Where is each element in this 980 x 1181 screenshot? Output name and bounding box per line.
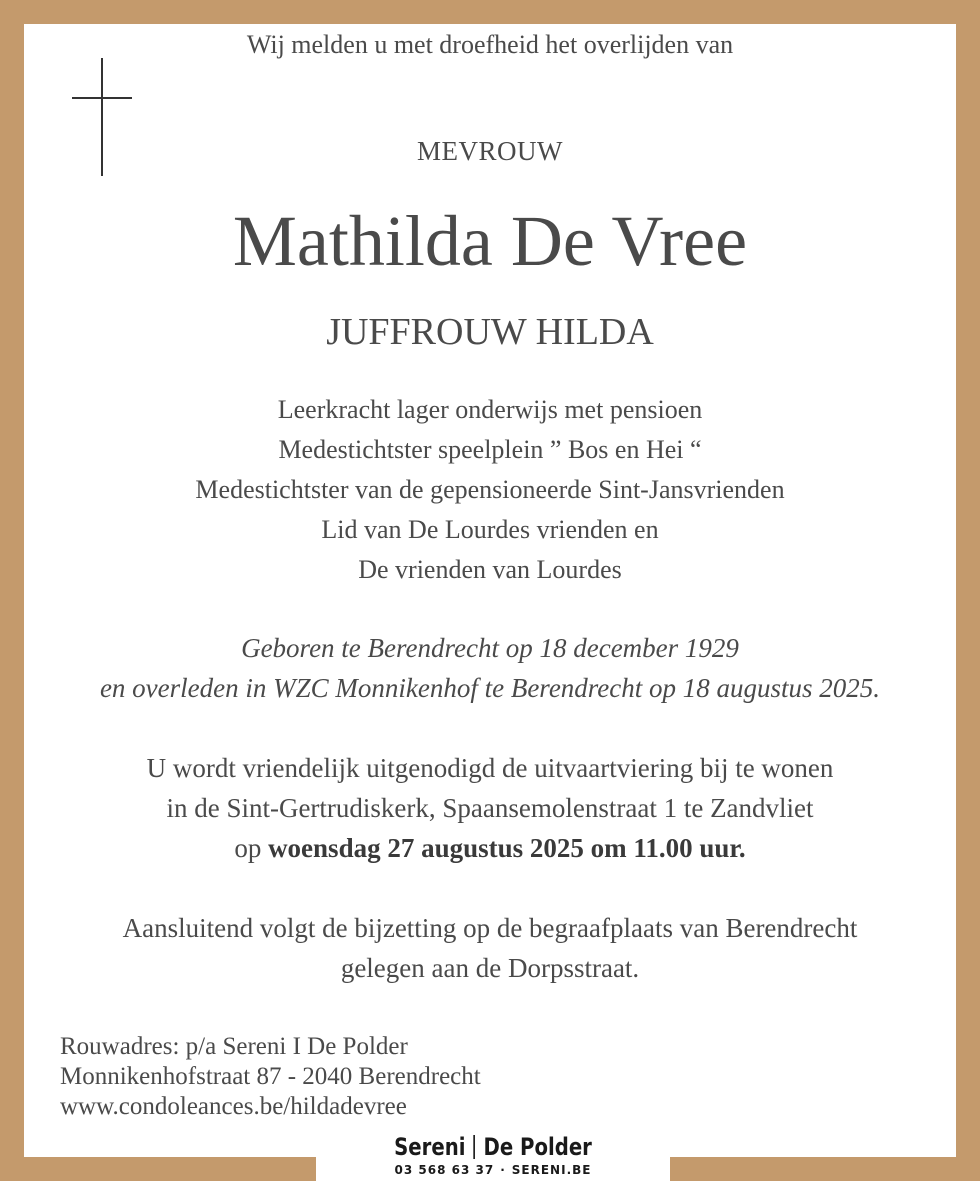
death-line: en overleden in WZC Monnikenhof te Berendrecht op 18 augustus 2025. (99, 673, 881, 703)
brand-divider (474, 1135, 476, 1159)
mourning-address (60, 1032, 660, 1122)
service-date-prefix: op (234, 833, 262, 863)
honorific: MEVROUW (417, 136, 563, 166)
brand-name-left: Sereni (394, 1133, 466, 1161)
service-line-1: U wordt vriendelijk uitgenodigd de uitvaartviering bij te wonen (146, 753, 834, 783)
role-line: Medestichtster van de gepensioneerde Sint-Jansvrienden (195, 475, 785, 504)
roles-list (0, 390, 980, 590)
role-line: Lid van De Lourdes vrienden en (321, 515, 659, 544)
service-line-3 (0, 828, 980, 868)
brand-contact (316, 1162, 670, 1178)
condolence-link[interactable]: www.condoleances.be/hildadevree (60, 1093, 407, 1120)
service-line-2: in de Sint-Gertrudiskerk, Spaansemolenstraat 1 te Zandvliet (166, 793, 814, 823)
role-line: Leerkracht lager onderwijs met pensioen (277, 395, 703, 424)
birth-line: Geboren te Berendrecht op 18 december 1929 (241, 633, 739, 663)
address-line-1: Rouwadres: p/a Sereni I De Polder (60, 1033, 408, 1060)
service-date: woensdag 27 augustus 2025 om 11.00 uur. (268, 833, 746, 863)
burial-line-1: Aansluitend volgt de bijzetting op de begraafplaats van Berendrecht (122, 913, 858, 943)
nickname: JUFFROUW HILDA (326, 311, 654, 353)
burial-info (0, 908, 980, 988)
brand-separator: · (500, 1163, 506, 1177)
role-line: Medestichtster speelplein ” Bos en Hei “ (278, 435, 702, 464)
address-line-2: Monnikenhofstraat 87 - 2040 Berendrecht (60, 1063, 481, 1090)
deceased-name: Mathilda De Vree (232, 201, 748, 281)
service-info (0, 748, 980, 868)
brand-name (348, 1132, 638, 1162)
brand-phone: 03 568 63 37 (394, 1163, 495, 1177)
brand-name-right: De Polder (483, 1133, 592, 1161)
brand-website[interactable]: SERENI.BE (511, 1163, 592, 1177)
birth-death-info (0, 628, 980, 708)
intro-text: Wij melden u met droefheid het overlijden van (246, 30, 734, 59)
role-line: De vrienden van Lourdes (358, 555, 622, 584)
funeral-home-logo (316, 1132, 670, 1178)
burial-line-2: gelegen aan de Dorpsstraat. (340, 953, 640, 983)
